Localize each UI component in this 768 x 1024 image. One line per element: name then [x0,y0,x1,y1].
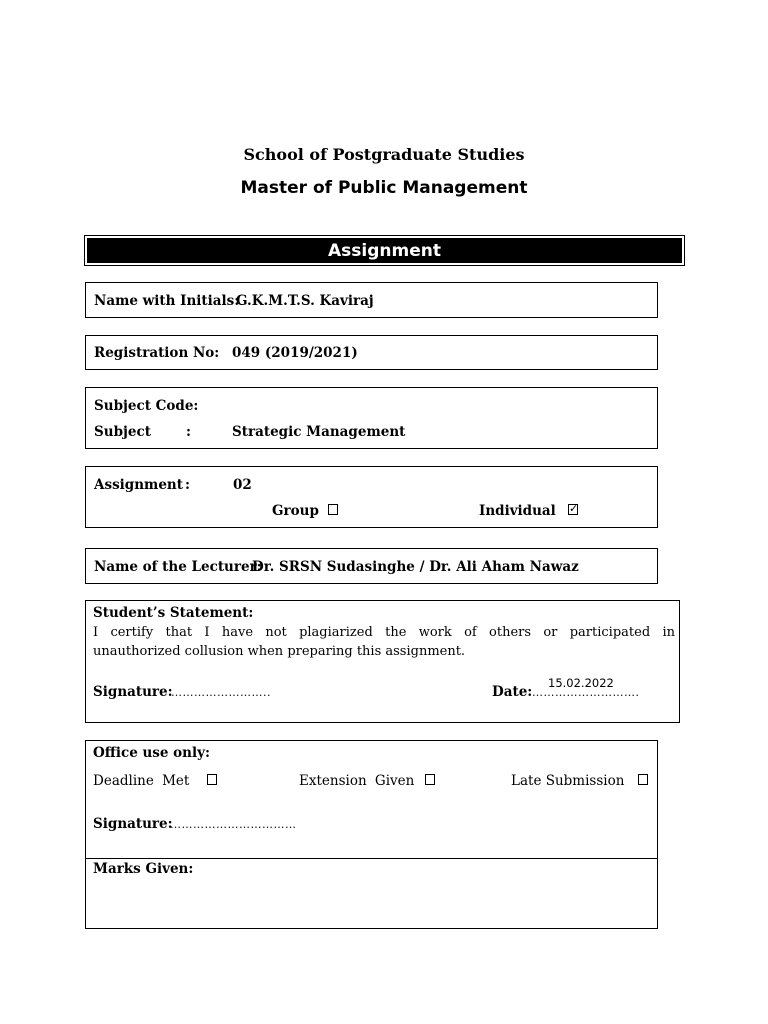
assignment-banner [84,235,685,266]
statement-heading: Student’s Statement: [93,605,254,621]
assignment-label: Assignment [94,477,183,493]
individual-checkbox[interactable] [568,504,578,515]
subject-code-label: Subject Code: [94,398,199,414]
programme-title: Master of Public Management [240,178,528,198]
registration-value: 049 (2019/2021) [232,345,358,361]
check-icon: ✓ [569,502,579,515]
lecturer-label: Name of the Lecturer: [94,559,262,575]
statement-signature-line: …………………….. [171,686,271,699]
office-heading: Office use only: [93,745,210,761]
office-signature-label: Signature: [93,816,173,832]
statement-date-value: 15.02.2022 [548,676,614,690]
subject-colon: : [186,424,191,440]
extension-label: Extension Given [299,773,415,789]
deadline-checkbox[interactable] [207,774,217,785]
lecturer-value: Dr. SRSN Sudasinghe / Dr. Ali Aham Nawaz [252,559,579,575]
statement-box [85,600,680,723]
late-submission-label: Late Submission [511,773,625,789]
name-box [85,282,658,318]
assignment-colon: : [185,477,190,493]
name-value: G.K.M.T.S. Kaviraj [236,293,374,309]
banner-title: Assignment [328,241,441,261]
individual-label: Individual [479,503,556,519]
statement-signature-label: Signature: [93,684,173,700]
statement-line-2: unauthorized collusion when preparing this assignment. [93,644,466,659]
registration-label: Registration No: [94,345,220,361]
statement-date-label: Date: [492,684,533,700]
extension-checkbox[interactable] [425,774,435,785]
name-label: Name with Initials: [94,293,240,309]
office-box [85,740,658,929]
office-signature-line: …………………………… [170,818,297,831]
assignment-number: 02 [233,477,252,493]
statement-date-line: ………………………. [532,686,640,699]
subject-label: Subject [94,424,151,440]
statement-line-1: I certify that I have not plagiarized the work of others or participated in [93,625,675,640]
office-divider [86,858,657,859]
school-title: School of Postgraduate Studies [243,145,525,164]
assignment-box [85,466,658,528]
registration-box [85,335,658,370]
marks-given-label: Marks Given: [93,861,194,877]
deadline-label: Deadline Met [93,773,190,789]
group-label: Group [272,503,319,519]
late-submission-checkbox[interactable] [638,774,648,785]
subject-value: Strategic Management [232,424,406,440]
subject-box [85,387,658,449]
lecturer-box [85,548,658,584]
group-checkbox[interactable] [328,504,338,515]
